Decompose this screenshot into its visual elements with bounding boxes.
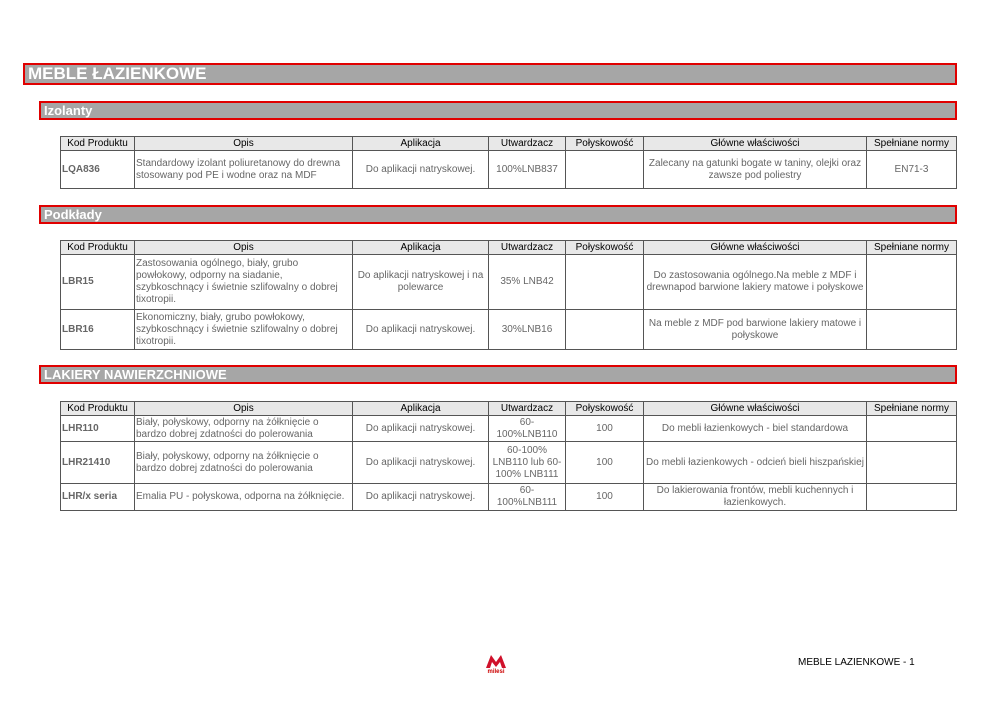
product-desc: Biały, połyskowy, odporny na żółknięcie o bardzo dobrej zdatności do polerowania xyxy=(135,442,353,484)
product-code: LHR/x seria xyxy=(61,484,135,511)
col-header-norm: Spełniane normy xyxy=(867,402,957,416)
product-props: Do mebli łazienkowych - biel standardowa xyxy=(644,416,867,442)
product-gloss xyxy=(566,310,644,350)
col-header-desc: Opis xyxy=(135,137,353,151)
product-props: Na meble z MDF pod barwione lakiery matowe i połyskowe xyxy=(644,310,867,350)
table-podklady xyxy=(60,240,957,350)
table-row xyxy=(61,442,957,484)
col-header-code: Kod Produktu xyxy=(61,241,135,255)
product-code: LQA836 xyxy=(61,151,135,189)
product-norm xyxy=(867,310,957,350)
product-desc: Emalia PU - połyskowa, odporna na żółknięcie. xyxy=(135,484,353,511)
col-header-hardener: Utwardzacz xyxy=(489,137,566,151)
col-header-app: Aplikacja xyxy=(353,241,489,255)
table-row xyxy=(61,151,957,189)
product-norm: EN71-3 xyxy=(867,151,957,189)
section-header-podklady: Podkłady xyxy=(39,205,957,224)
table-izolanty xyxy=(60,136,957,189)
product-hardener: 60-100%LNB111 xyxy=(489,484,566,511)
product-app: Do aplikacji natryskowej. xyxy=(353,484,489,511)
product-hardener: 60-100% LNB110 lub 60-100% LNB111 xyxy=(489,442,566,484)
page-title: MEBLE ŁAZIENKOWE xyxy=(23,63,957,85)
table-row xyxy=(61,416,957,442)
product-code: LHR21410 xyxy=(61,442,135,484)
section-header-lakiery: LAKIERY NAWIERZCHNIOWE xyxy=(39,365,957,384)
product-props: Zalecany na gatunki bogate w taniny, olejki oraz zawsze pod poliestry xyxy=(644,151,867,189)
col-header-hardener: Utwardzacz xyxy=(489,241,566,255)
col-header-code: Kod Produktu xyxy=(61,402,135,416)
product-hardener: 30%LNB16 xyxy=(489,310,566,350)
product-props: Do zastosowania ogólnego.Na meble z MDF i drewnapod barwione lakiery matowe i połyskowe xyxy=(644,255,867,310)
product-gloss: 100 xyxy=(566,442,644,484)
product-code: LBR15 xyxy=(61,255,135,310)
product-gloss: 100 xyxy=(566,416,644,442)
table-lakiery xyxy=(60,401,957,511)
product-desc: Standardowy izolant poliuretanowy do drewna stosowany pod PE i wodne oraz na MDF xyxy=(135,151,353,189)
product-app: Do aplikacji natryskowej i na polewarce xyxy=(353,255,489,310)
col-header-gloss: Połyskowość xyxy=(566,241,644,255)
col-header-props: Główne właściwości xyxy=(644,402,867,416)
col-header-app: Aplikacja xyxy=(353,402,489,416)
product-gloss: 100 xyxy=(566,484,644,511)
product-app: Do aplikacji natryskowej. xyxy=(353,416,489,442)
product-hardener: 60-100%LNB110 xyxy=(489,416,566,442)
product-norm xyxy=(867,255,957,310)
product-hardener: 35% LNB42 xyxy=(489,255,566,310)
table-row xyxy=(61,484,957,511)
page-footer-label: MEBLE LAZIENKOWE - 1 xyxy=(798,657,915,668)
col-header-props: Główne właściwości xyxy=(644,137,867,151)
product-norm xyxy=(867,416,957,442)
product-app: Do aplikacji natryskowej. xyxy=(353,151,489,189)
product-hardener: 100%LNB837 xyxy=(489,151,566,189)
table-row xyxy=(61,255,957,310)
col-header-hardener: Utwardzacz xyxy=(489,402,566,416)
logo-text: milesi xyxy=(487,669,505,675)
product-gloss xyxy=(566,255,644,310)
product-norm xyxy=(867,442,957,484)
col-header-props: Główne właściwości xyxy=(644,241,867,255)
col-header-norm: Spełniane normy xyxy=(867,241,957,255)
product-norm xyxy=(867,484,957,511)
product-desc: Ekonomiczny, biały, grubo powłokowy, szybkoschnący i świetnie szlifowalny o dobrej tixotropii. xyxy=(135,310,353,350)
product-desc: Biały, połyskowy, odporny na żółknięcie o bardzo dobrej zdatności do polerowania xyxy=(135,416,353,442)
product-code: LBR16 xyxy=(61,310,135,350)
col-header-gloss: Połyskowość xyxy=(566,402,644,416)
product-app: Do aplikacji natryskowej. xyxy=(353,310,489,350)
col-header-desc: Opis xyxy=(135,241,353,255)
col-header-code: Kod Produktu xyxy=(61,137,135,151)
product-desc: Zastosowania ogólnego, biały, grubo powłokowy, odporny na siadanie, szybkoschnący i świetnie szlifowalny o dobrej tixotropii. xyxy=(135,255,353,310)
col-header-norm: Spełniane normy xyxy=(867,137,957,151)
product-gloss xyxy=(566,151,644,189)
table-row xyxy=(61,310,957,350)
col-header-app: Aplikacja xyxy=(353,137,489,151)
product-code: LHR110 xyxy=(61,416,135,442)
product-props: Do mebli łazienkowych - odcień bieli hiszpańskiej xyxy=(644,442,867,484)
product-props: Do lakierowania frontów, mebli kuchennych i łazienkowych. xyxy=(644,484,867,511)
section-header-izolanty: Izolanty xyxy=(39,101,957,120)
col-header-gloss: Połyskowość xyxy=(566,137,644,151)
col-header-desc: Opis xyxy=(135,402,353,416)
product-app: Do aplikacji natryskowej. xyxy=(353,442,489,484)
